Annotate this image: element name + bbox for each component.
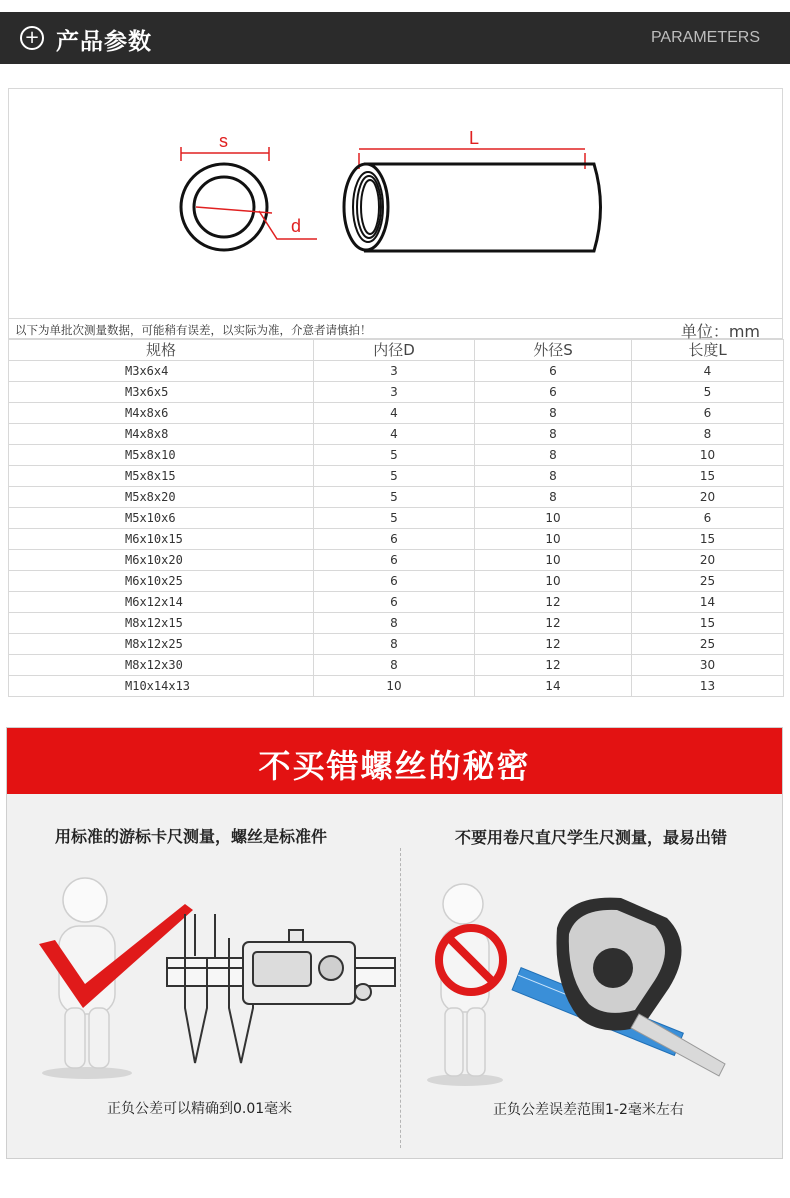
cell-outer-diameter: 6	[475, 382, 632, 403]
table-row	[9, 634, 784, 655]
cell-length: 15	[632, 529, 784, 550]
cell-outer-diameter: 10	[475, 571, 632, 592]
cell-inner-diameter: 5	[314, 466, 475, 487]
cell-inner-diameter: 6	[314, 550, 475, 571]
section-title-en: PARAMETERS	[650, 29, 760, 46]
cell-spec: M3x6x4	[9, 361, 314, 382]
cell-spec: M8x12x25	[9, 634, 314, 655]
cell-spec: M4x8x6	[9, 403, 314, 424]
table-row	[9, 613, 784, 634]
cell-spec: M5x8x15	[9, 466, 314, 487]
thread-ring-3	[361, 180, 379, 234]
cell-outer-diameter: 12	[475, 613, 632, 634]
header-spec: 规格	[9, 340, 314, 361]
table-row	[9, 445, 784, 466]
table-row	[9, 403, 784, 424]
header-inner-diameter: 内径D	[314, 340, 475, 361]
measurement-note: 以下为单批次测量数据，可能稍有误差，以实际为准，介意者请慎拍！	[15, 323, 372, 337]
caliper-illustration	[17, 858, 397, 1083]
cell-inner-diameter: 8	[314, 634, 475, 655]
cell-length: 20	[632, 550, 784, 571]
cylinder-body	[364, 164, 601, 251]
table-row	[9, 508, 784, 529]
cell-length: 4	[632, 361, 784, 382]
table-row	[9, 529, 784, 550]
cell-length: 6	[632, 403, 784, 424]
ruler-footer: 正负公差误差范围1-2毫米左右	[493, 1102, 684, 1118]
cell-spec: M5x8x20	[9, 487, 314, 508]
figure2-leg-left	[445, 1008, 463, 1076]
figure-leg-right	[89, 1008, 109, 1068]
cell-inner-diameter: 6	[314, 571, 475, 592]
cell-length: 14	[632, 592, 784, 613]
cell-outer-diameter: 8	[475, 487, 632, 508]
cell-outer-diameter: 8	[475, 445, 632, 466]
cell-outer-diameter: 12	[475, 634, 632, 655]
cell-outer-diameter: 8	[475, 403, 632, 424]
table-row	[9, 382, 784, 403]
cell-outer-diameter: 12	[475, 592, 632, 613]
cell-spec: M6x10x25	[9, 571, 314, 592]
cell-outer-diameter: 14	[475, 676, 632, 697]
label-d: d	[291, 216, 302, 236]
tips-banner	[7, 728, 782, 794]
figure2-leg-right	[467, 1008, 485, 1076]
buying-tips-panel	[6, 727, 783, 1159]
dimension-diagram	[8, 88, 783, 318]
header-length: 长度L	[632, 340, 784, 361]
tape-measure-icon	[556, 898, 725, 1076]
tips-title: 不买错螺丝的秘密	[258, 747, 531, 785]
cell-spec: M5x10x6	[9, 508, 314, 529]
cell-length: 25	[632, 634, 784, 655]
cell-length: 10	[632, 445, 784, 466]
cell-spec: M3x6x5	[9, 382, 314, 403]
figure2-head	[443, 884, 483, 924]
table-row	[9, 550, 784, 571]
cell-length: 20	[632, 487, 784, 508]
table-row	[9, 361, 784, 382]
cell-length: 30	[632, 655, 784, 676]
cell-outer-diameter: 12	[475, 655, 632, 676]
cell-inner-diameter: 3	[314, 361, 475, 382]
cell-length: 15	[632, 466, 784, 487]
header-outer-diameter: 外径S	[475, 340, 632, 361]
caliper-footer: 正负公差可以精确到0.01毫米	[107, 1101, 293, 1117]
cell-inner-diameter: 4	[314, 424, 475, 445]
cell-length: 13	[632, 676, 784, 697]
table-row	[9, 466, 784, 487]
cell-spec: M6x10x15	[9, 529, 314, 550]
tape-ruler-illustration	[407, 868, 777, 1088]
coupling-nut-drawing	[9, 89, 784, 319]
table-note-row	[8, 318, 783, 339]
plus-circle-icon: +	[20, 26, 44, 50]
cell-outer-diameter: 10	[475, 529, 632, 550]
table-row	[9, 424, 784, 445]
cell-spec: M8x12x15	[9, 613, 314, 634]
figure2-shadow	[427, 1074, 503, 1086]
table-row	[9, 655, 784, 676]
label-s: s	[219, 131, 228, 151]
cell-outer-diameter: 8	[475, 466, 632, 487]
cell-spec: M6x12x14	[9, 592, 314, 613]
spec-table	[8, 339, 784, 697]
figure-head	[63, 878, 107, 922]
table-header-row	[9, 340, 784, 361]
table-row	[9, 592, 784, 613]
cell-length: 6	[632, 508, 784, 529]
section-title: 产品参数	[56, 29, 152, 55]
cell-outer-diameter: 8	[475, 424, 632, 445]
vernier-caliper-icon	[167, 914, 395, 1063]
unit-label: 单位：mm	[680, 322, 760, 341]
cell-length: 25	[632, 571, 784, 592]
cell-outer-diameter: 6	[475, 361, 632, 382]
cell-inner-diameter: 5	[314, 487, 475, 508]
cell-inner-diameter: 5	[314, 445, 475, 466]
cell-length: 8	[632, 424, 784, 445]
cell-inner-diameter: 6	[314, 529, 475, 550]
cell-spec: M8x12x30	[9, 655, 314, 676]
parameter-table	[8, 318, 783, 697]
ruler-caption: 不要用卷尺直尺学生尺测量，最易出错	[455, 828, 728, 847]
cell-length: 15	[632, 613, 784, 634]
cell-outer-diameter: 10	[475, 508, 632, 529]
cell-spec: M5x8x10	[9, 445, 314, 466]
cell-inner-diameter: 8	[314, 613, 475, 634]
table-row	[9, 571, 784, 592]
section-header	[0, 12, 790, 64]
table-row	[9, 676, 784, 697]
cell-inner-diameter: 3	[314, 382, 475, 403]
cell-length: 5	[632, 382, 784, 403]
cell-spec: M4x8x8	[9, 424, 314, 445]
cell-spec: M6x10x20	[9, 550, 314, 571]
label-l: L	[469, 128, 480, 148]
d-diameter-line	[196, 207, 272, 213]
cell-inner-diameter: 5	[314, 508, 475, 529]
cell-inner-diameter: 10	[314, 676, 475, 697]
caliper-caption: 用标准的游标卡尺测量，螺丝是标准件	[55, 827, 328, 846]
cell-inner-diameter: 8	[314, 655, 475, 676]
figure-shadow	[42, 1067, 132, 1079]
cell-spec: M10x14x13	[9, 676, 314, 697]
cell-outer-diameter: 10	[475, 550, 632, 571]
figure-leg-left	[65, 1008, 85, 1068]
dashed-divider	[400, 848, 401, 1148]
table-row	[9, 487, 784, 508]
cell-inner-diameter: 4	[314, 403, 475, 424]
cell-inner-diameter: 6	[314, 592, 475, 613]
